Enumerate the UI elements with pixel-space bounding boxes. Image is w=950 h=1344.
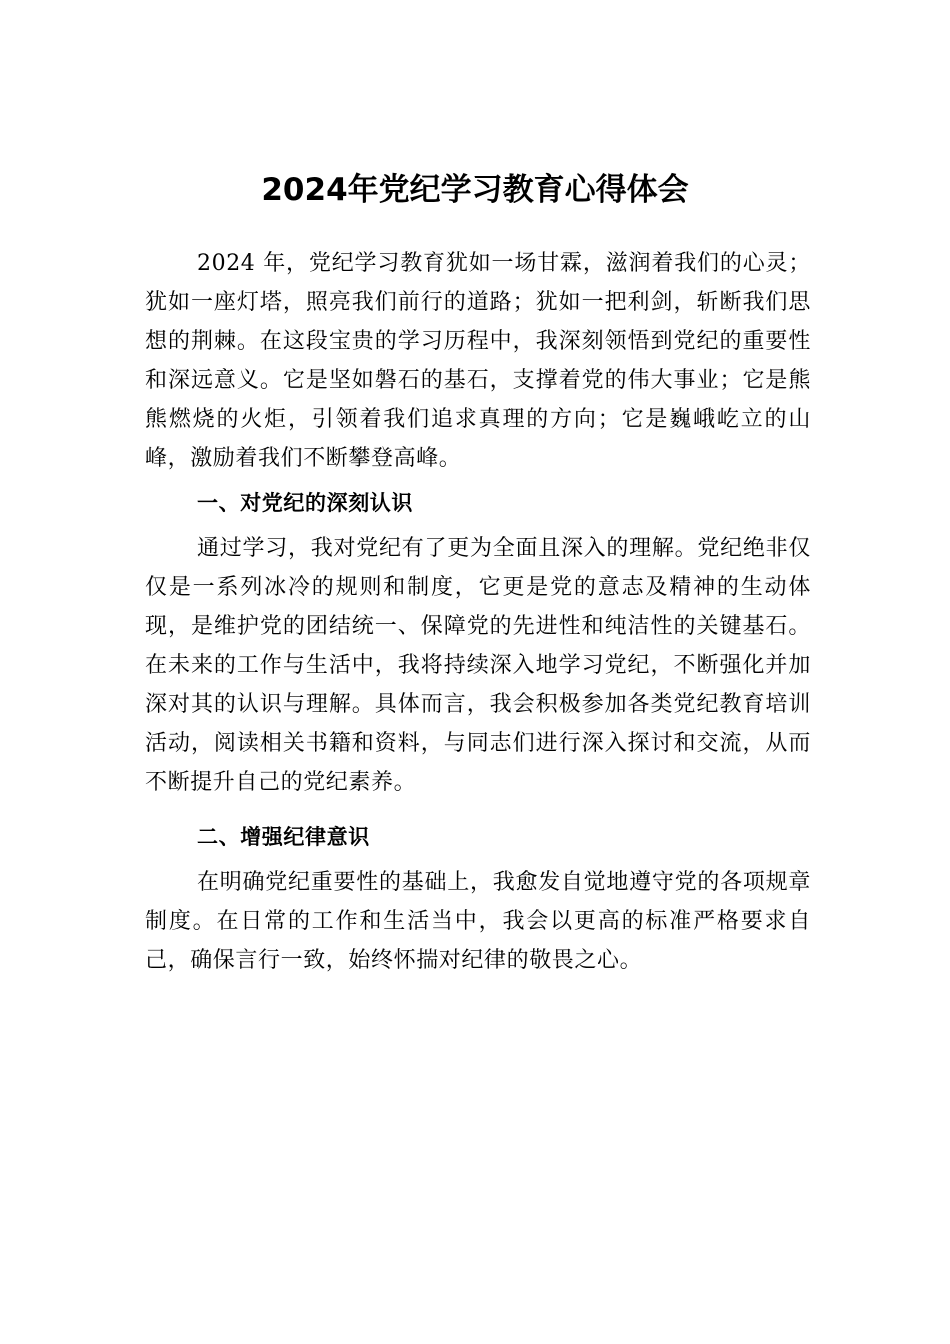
intro-paragraph: 2024 年，党纪学习教育犹如一场甘霖，滋润着我们的心灵；犹如一座灯塔，照亮我们前行的道路；犹如一把利剑，斩断我们思想的荆棘。在这段宝贵的学习历程中，我深刻领悟到党纪的重要性和深远意义。它是坚如磐石的基石，支撑着党的伟大事业；它是熊熊燃烧的火炬，引领着我们追求真理的方向；它是巍峨屹立的山峰，激励着我们不断攀登高峰。: [145, 251, 811, 471]
document-title: 2024年党纪学习教育心得体会: [261, 172, 689, 208]
section-paragraph-2: 在明确党纪重要性的基础上，我愈发自觉地遵守党的各项规章制度。在日常的工作和生活当中，我会以更高的标准严格要求自己，确保言行一致，始终怀揣对纪律的敬畏之心。: [145, 870, 811, 973]
section-heading-1: 一、对党纪的深刻认识: [197, 491, 413, 515]
section-heading-2: 二、增强纪律意识: [197, 825, 370, 849]
document-body: [145, 244, 811, 980]
section-paragraph-1: 通过学习，我对党纪有了更为全面且深入的理解。党纪绝非仅仅是一系列冰冷的规则和制度，它更是党的意志及精神的生动体现，是维护党的团结统一、保障党的先进性和纯洁性的关键基石。在未来的工作与生活中，我将持续深入地学习党纪，不断强化并加深对其的认识与理解。具体而言，我会积极参加各类党纪教育培训活动，阅读相关书籍和资料，与同志们进行深入探讨和交流，从而不断提升自己的党纪素养。: [145, 536, 811, 795]
